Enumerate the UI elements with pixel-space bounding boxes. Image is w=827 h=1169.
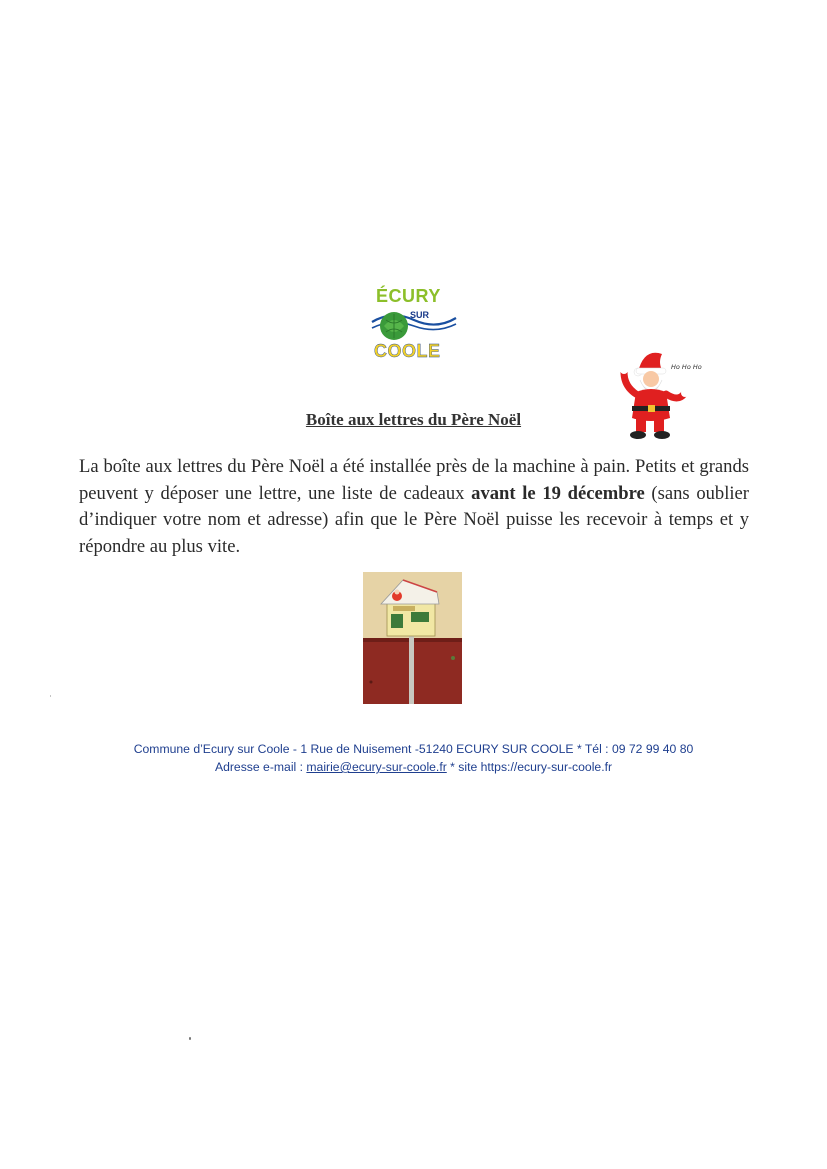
scan-speck [50, 695, 51, 697]
email-link[interactable]: mairie@ecury-sur-coole.fr [306, 760, 447, 774]
footer-address: Commune d’Ecury sur Coole - 1 Rue de Nuisement -51240 ECURY SUR COOLE * Tél : 09 72 99 40 80 [133, 742, 694, 756]
footer-email-line [0, 758, 827, 776]
santa-speech: Ho Ho Ho [671, 363, 702, 371]
paragraph-text-1: La boîte aux lettres du Père Noël a été installée près de la machine à pain. Petits et grands peuvent y déposer une lettre, une liste de cadeaux [79, 456, 749, 504]
footer-email-label: Adresse e-mail : [214, 760, 307, 774]
logo-line-sur: SUR [410, 310, 430, 320]
page-title: Boîte aux lettres du Père Noël [305, 410, 522, 429]
ecury-logo [370, 286, 458, 364]
logo-line-ecury: ÉCURY [376, 286, 441, 306]
paragraph-text-2: (sans oublier d’indiquer votre nom et adresse) afin que le Père Noël puisse les recevoir à temps et y répondre au plus vite. [79, 482, 749, 557]
footer-contact [0, 740, 827, 776]
footer-site: * site https://ecury-sur-coole.fr [446, 760, 613, 774]
logo-line-coole: COOLE [374, 341, 441, 361]
paragraph-deadline: avant le 19 décembre [471, 482, 645, 504]
scan-speck [189, 1037, 191, 1040]
announcement-paragraph [79, 454, 749, 560]
mailbox-photo [363, 572, 462, 704]
